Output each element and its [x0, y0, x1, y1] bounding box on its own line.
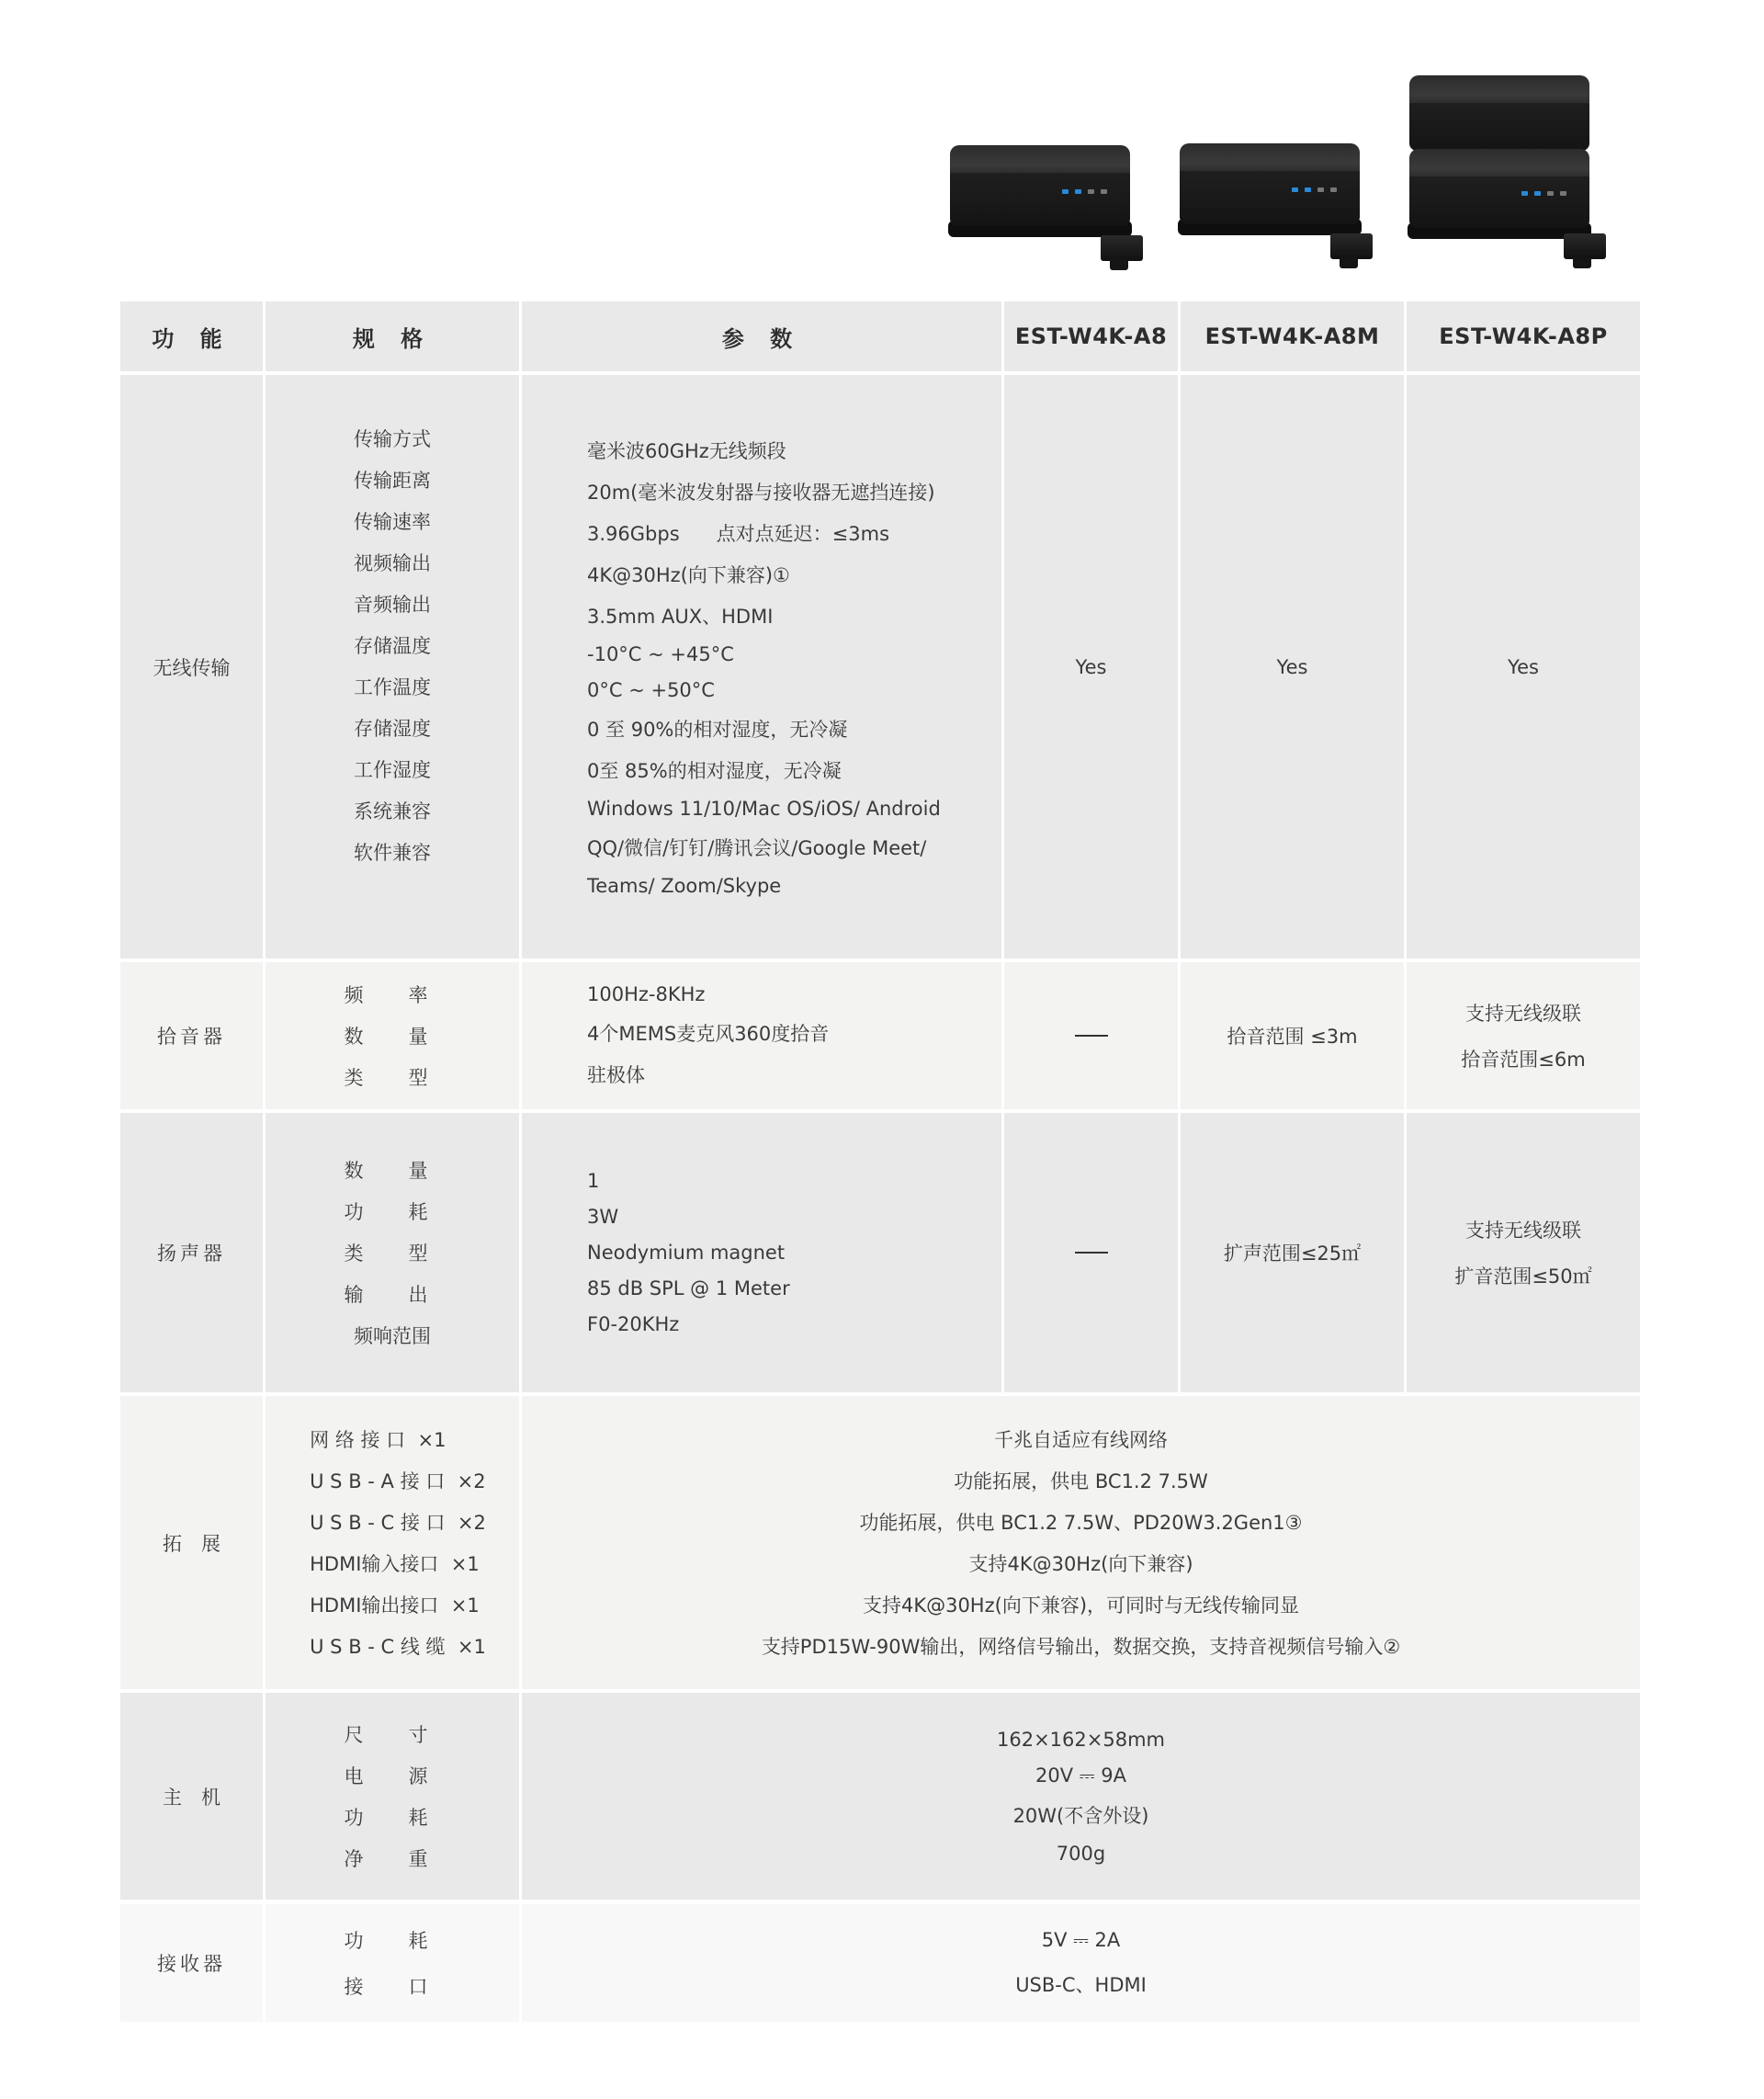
param-item: 0 至 90%的相对湿度，无冷凝 [587, 719, 848, 741]
param-item: 20V ⎓ 9A [1035, 1764, 1126, 1787]
function-cell [120, 1904, 263, 2022]
function-label: 扬声器 [157, 1242, 226, 1265]
param-item: 1 [587, 1170, 600, 1192]
receiver-icon [1330, 233, 1373, 259]
param-item: 0°C ~ +50°C [587, 679, 715, 701]
spec-item: 频 率 [344, 984, 441, 1006]
param-item: F0-20KHz [587, 1313, 680, 1335]
spec-item: HDMI输出接口 ×1 [310, 1594, 480, 1617]
param-item: 3.96Gbps 点对点延迟：≤3ms [587, 523, 890, 545]
spec-item: 音频输出 [354, 593, 431, 616]
spec-item: 功 耗 [344, 1930, 441, 1952]
a8p-cell [1407, 1113, 1640, 1392]
spec-item: U S B - C 接 口 ×2 [310, 1512, 486, 1534]
support-value: Yes [1276, 655, 1308, 678]
support-value: 支持无线级联 [1464, 1003, 1581, 1025]
function-label: 拓 展 [163, 1532, 220, 1555]
support-value: 扩声范围≤25㎡ [1223, 1242, 1362, 1265]
header-label: EST-W4K-A8M [1204, 323, 1380, 349]
spec-item: 功 耗 [344, 1807, 441, 1829]
param-item: 支持4K@30Hz(向下兼容) [968, 1553, 1193, 1575]
spec-item: 传输速率 [354, 510, 431, 533]
param-item: QQ/微信/钉钉/腾讯会议/Google Meet/ [587, 837, 927, 859]
param-item: 4个MEMS麦克风360度拾音 [587, 1023, 830, 1045]
spec-item: 传输方式 [354, 427, 431, 450]
function-label: 主 机 [163, 1786, 220, 1809]
param-list [1015, 1929, 1147, 1998]
spec-item: U S B - C 线 缆 ×1 [310, 1636, 486, 1658]
support-value: 拾音范围≤6m [1461, 1049, 1586, 1071]
spec-item: 软件兼容 [354, 841, 431, 864]
param-cell [522, 1113, 1001, 1392]
spec-cell [266, 1113, 519, 1392]
function-cell [120, 1113, 263, 1392]
spec-cell [266, 962, 519, 1109]
table-row-host [120, 1693, 1640, 1900]
a8m-cell [1181, 375, 1404, 959]
a8-cell [1004, 1113, 1178, 1392]
param-item: 驻极体 [587, 1064, 645, 1086]
param-item: 毫米波60GHz无线频段 [587, 440, 786, 462]
spec-item: 系统兼容 [354, 800, 431, 823]
spec-item: 视频输出 [354, 551, 431, 574]
function-cell [120, 1396, 263, 1689]
a8p-cell [1407, 962, 1640, 1109]
table-row-wireless [120, 375, 1640, 959]
spec-cell [266, 375, 519, 959]
param-item: 千兆自适应有线网络 [993, 1429, 1168, 1451]
spec-item: 接 口 [344, 1976, 441, 1998]
function-cell [120, 962, 263, 1109]
param-cell [522, 1693, 1640, 1900]
param-item: USB-C、HDMI [1015, 1973, 1147, 1996]
param-item: Windows 11/10/Mac OS/iOS/ Android [587, 798, 941, 820]
product-unit-a8p [1406, 72, 1626, 274]
spec-item: 工作温度 [354, 675, 431, 698]
table-row-receiver [120, 1904, 1640, 2022]
param-item: 4K@30Hz(向下兼容)① [587, 564, 790, 586]
spec-item: 存储湿度 [354, 717, 431, 740]
header-label: EST-W4K-A8P [1439, 323, 1608, 349]
spec-item: 数 量 [344, 1160, 441, 1182]
receiver-icon [1564, 233, 1606, 259]
header-model-a8p [1407, 301, 1640, 371]
product-images [946, 72, 1645, 274]
param-cell [522, 1396, 1640, 1689]
function-label: 接收器 [157, 1953, 226, 1975]
spec-item: 类 型 [344, 1242, 441, 1265]
spec-cell [266, 1396, 519, 1689]
param-item: -10°C ~ +45°C [587, 643, 734, 665]
param-item: 85 dB SPL @ 1 Meter [587, 1277, 790, 1299]
table-row-microphone [120, 962, 1640, 1109]
param-item: Teams/ Zoom/Skype [587, 875, 782, 897]
header-function [120, 301, 263, 371]
param-item: Neodymium magnet [587, 1242, 786, 1264]
param-cell [522, 1904, 1640, 2022]
param-list [997, 1729, 1165, 1865]
param-item: 20m(毫米波发射器与接收器无遮挡连接) [587, 482, 935, 504]
spec-list [299, 1425, 486, 1660]
table-row-expansion [120, 1396, 1640, 1689]
header-label: 功 能 [152, 325, 232, 352]
param-list [762, 1425, 1400, 1660]
param-list [587, 1170, 790, 1335]
a8m-cell [1181, 962, 1404, 1109]
spec-cell [266, 1904, 519, 2022]
param-cell [522, 962, 1001, 1109]
spec-list [345, 1156, 441, 1349]
support-value: 支持无线级联 [1464, 1220, 1581, 1242]
a8-cell [1004, 375, 1178, 959]
param-item: 功能拓展，供电 BC1.2 7.5W [954, 1470, 1208, 1492]
function-label: 拾音器 [157, 1026, 226, 1048]
header-label: EST-W4K-A8 [1014, 323, 1168, 349]
header-model-a8 [1004, 301, 1178, 371]
spec-list [345, 1926, 441, 2000]
spec-item: HDMI输入接口 ×1 [310, 1553, 480, 1575]
param-item: 3.5mm AUX、HDMI [587, 606, 774, 628]
param-item: 0至 85%的相对湿度，无冷凝 [587, 760, 842, 782]
param-item: 功能拓展，供电 BC1.2 7.5W、PD20W3.2Gen1③ [859, 1512, 1303, 1534]
a8m-cell [1181, 1113, 1404, 1392]
spec-item: 数 量 [344, 1026, 441, 1048]
header-label: 规 格 [352, 325, 433, 352]
spec-item: 频响范围 [354, 1325, 431, 1347]
spec-item: 尺 寸 [344, 1724, 441, 1746]
param-item: 20W(不含外设) [1012, 1804, 1149, 1827]
spec-item: 类 型 [344, 1067, 441, 1089]
param-item: 支持4K@30Hz(向下兼容)，可同时与无线传输同显 [862, 1594, 1300, 1617]
header-param [522, 301, 1001, 371]
header-label: 参 数 [721, 325, 802, 352]
spec-item: 电 源 [344, 1765, 441, 1787]
not-supported-dash [1075, 1252, 1108, 1254]
spec-list [354, 425, 431, 866]
spec-item: 净 重 [344, 1848, 441, 1870]
spec-item: U S B - A 接 口 ×2 [310, 1470, 486, 1492]
not-supported-dash [1075, 1035, 1108, 1037]
support-value-list [1454, 1216, 1591, 1289]
param-item: 162×162×58mm [997, 1728, 1165, 1751]
support-value: Yes [1075, 655, 1107, 678]
a8-cell [1004, 962, 1178, 1109]
header-spec [266, 301, 519, 371]
param-item: 700g [1056, 1842, 1106, 1865]
product-unit-a8 [946, 145, 1139, 274]
a8p-cell [1407, 375, 1640, 959]
table-header [120, 301, 1640, 371]
param-item: 100Hz-8KHz [587, 983, 706, 1005]
param-item: 5V ⎓ 2A [1041, 1928, 1121, 1951]
support-value: 扩音范围≤50㎡ [1454, 1265, 1592, 1288]
product-unit-a8m [1176, 143, 1369, 272]
spec-item: 存储温度 [354, 634, 431, 657]
spec-item: 工作湿度 [354, 758, 431, 781]
spec-list [345, 981, 441, 1091]
spec-cell [266, 1693, 519, 1900]
function-cell [120, 375, 263, 959]
spec-item: 输 出 [344, 1284, 441, 1306]
param-item: 支持PD15W-90W输出，网络信号输出，数据交换，支持音视频信号输入② [761, 1636, 1401, 1658]
param-cell [522, 375, 1001, 959]
support-value-list [1461, 999, 1585, 1072]
header-model-a8m [1181, 301, 1404, 371]
spec-item: 传输距离 [354, 469, 431, 492]
spec-item: 网 络 接 口 ×1 [310, 1429, 447, 1451]
support-value: Yes [1508, 655, 1539, 678]
function-label: 无线传输 [153, 656, 231, 679]
table-row-speaker [120, 1113, 1640, 1392]
spec-list [345, 1720, 441, 1872]
support-value: 拾音范围 ≤3m [1227, 1026, 1358, 1048]
spec-item: 功 耗 [344, 1201, 441, 1223]
function-cell [120, 1693, 263, 1900]
param-list [587, 437, 941, 897]
receiver-icon [1101, 235, 1143, 261]
param-item: 3W [587, 1206, 619, 1228]
param-list [587, 983, 829, 1088]
